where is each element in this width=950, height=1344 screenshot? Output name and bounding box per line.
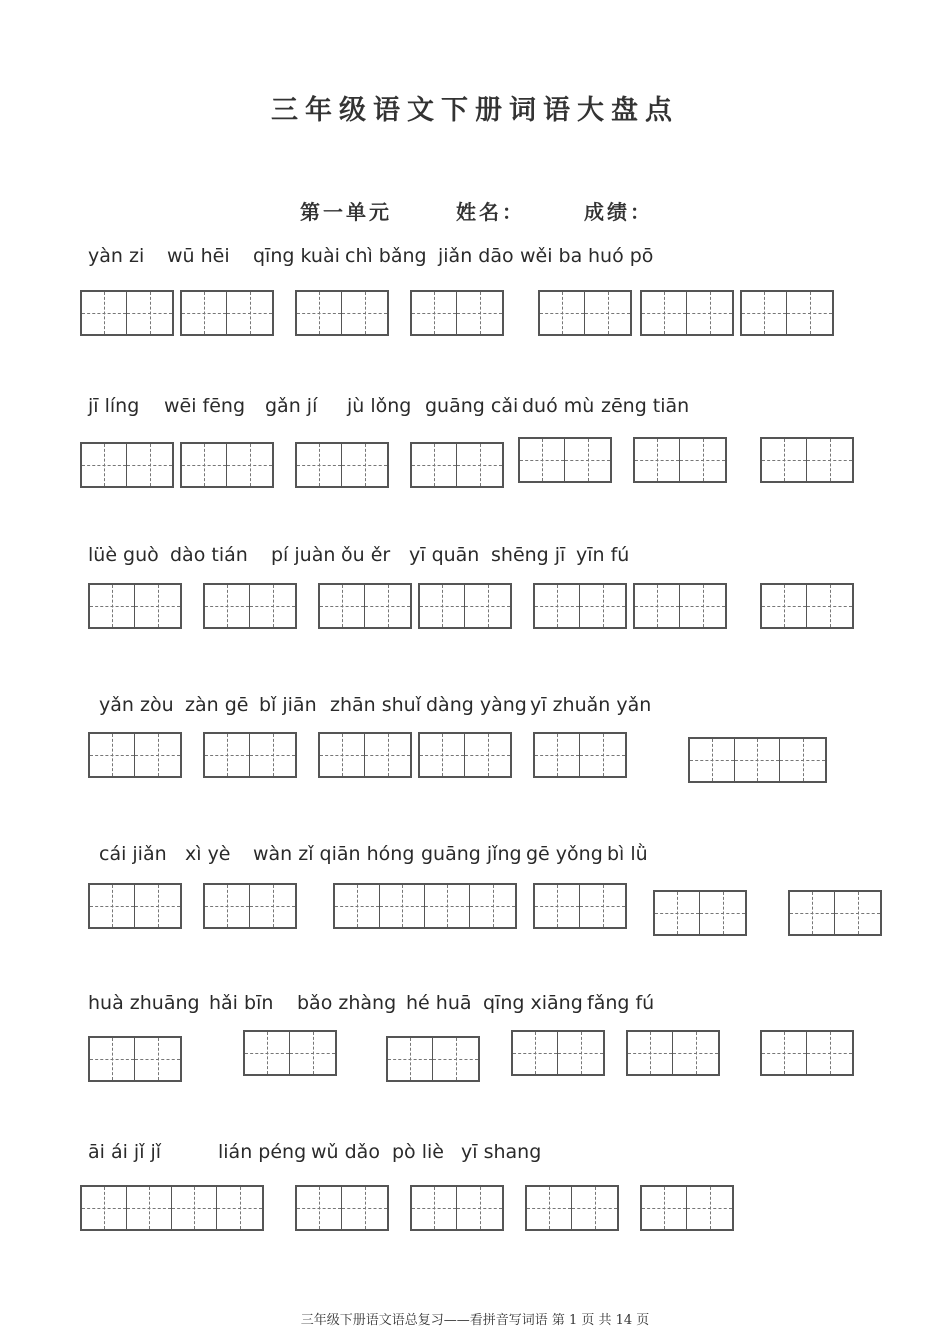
character-cell[interactable]	[335, 885, 380, 927]
pinyin-label: cái jiǎn	[99, 843, 167, 865]
writing-grid[interactable]	[386, 1036, 480, 1082]
score-label: 成绩：	[584, 200, 653, 224]
writing-grid[interactable]	[180, 442, 274, 488]
character-cell[interactable]	[250, 734, 295, 776]
pinyin-label: guāng cǎi	[425, 395, 519, 417]
character-cell[interactable]	[182, 292, 227, 334]
character-cell[interactable]	[642, 292, 687, 334]
pinyin-label: wàn zǐ qiān hóng	[253, 843, 415, 865]
pinyin-label: bì lǜ	[607, 843, 648, 865]
pinyin-label: jiǎn dāo	[438, 245, 514, 267]
character-cell[interactable]	[433, 1038, 478, 1080]
character-cell[interactable]	[835, 892, 880, 934]
character-cell[interactable]	[227, 444, 272, 486]
pinyin-label: dàng yàng	[426, 694, 527, 716]
character-cell[interactable]	[807, 1032, 852, 1074]
character-cell[interactable]	[82, 1187, 127, 1229]
character-cell[interactable]	[342, 1187, 387, 1229]
writing-grid[interactable]	[88, 583, 182, 629]
writing-grid[interactable]	[511, 1030, 605, 1076]
character-cell[interactable]	[807, 585, 852, 627]
character-cell[interactable]	[342, 292, 387, 334]
writing-grid[interactable]	[410, 442, 504, 488]
pinyin-label: duó mù	[522, 395, 595, 417]
character-cell[interactable]	[628, 1032, 673, 1074]
writing-grid[interactable]	[410, 290, 504, 336]
character-cell[interactable]	[90, 1038, 135, 1080]
name-label: 姓名：	[456, 200, 525, 224]
pinyin-label: lián péng	[218, 1141, 307, 1163]
pinyin-label: āi ái jǐ jǐ	[88, 1141, 162, 1163]
character-cell[interactable]	[580, 734, 625, 776]
pinyin-label: zhān shuǐ	[330, 694, 422, 716]
character-cell[interactable]	[527, 1187, 572, 1229]
pinyin-label: lüè guò	[88, 544, 159, 566]
character-cell[interactable]	[297, 292, 342, 334]
writing-grid[interactable]	[80, 442, 174, 488]
character-cell[interactable]	[735, 739, 780, 781]
character-cell[interactable]	[172, 1187, 217, 1229]
pinyin-label: yī shang	[461, 1141, 542, 1163]
writing-grid[interactable]	[80, 290, 174, 336]
character-cell[interactable]	[412, 292, 457, 334]
character-cell[interactable]	[182, 444, 227, 486]
writing-grid[interactable]	[295, 1185, 389, 1231]
page-title: 三年级语文下册词语大盘点	[271, 95, 679, 126]
character-cell[interactable]	[127, 444, 172, 486]
pinyin-label: ǒu ěr	[341, 544, 391, 566]
character-cell[interactable]	[412, 444, 457, 486]
pinyin-label: yǎn zòu	[99, 694, 174, 716]
character-cell[interactable]	[420, 734, 465, 776]
character-cell[interactable]	[680, 439, 725, 481]
pinyin-label: huà zhuāng	[88, 992, 200, 1014]
writing-grid[interactable]	[203, 583, 297, 629]
writing-grid[interactable]	[688, 737, 827, 783]
character-cell[interactable]	[135, 1038, 180, 1080]
character-cell[interactable]	[342, 444, 387, 486]
writing-grid[interactable]	[533, 583, 627, 629]
writing-grid[interactable]	[533, 883, 627, 929]
character-cell[interactable]	[90, 734, 135, 776]
writing-grid[interactable]	[740, 290, 834, 336]
pinyin-label: jù lǒng	[347, 395, 412, 417]
character-cell[interactable]	[82, 292, 127, 334]
character-cell[interactable]	[787, 292, 832, 334]
character-cell[interactable]	[420, 585, 465, 627]
writing-grid[interactable]	[318, 732, 412, 778]
character-cell[interactable]	[690, 739, 735, 781]
character-cell[interactable]	[82, 444, 127, 486]
character-cell[interactable]	[412, 1187, 457, 1229]
writing-grid[interactable]	[88, 732, 182, 778]
character-cell[interactable]	[520, 439, 565, 481]
pinyin-label: dào tián	[170, 544, 248, 566]
writing-grid[interactable]	[295, 290, 389, 336]
character-cell[interactable]	[558, 1032, 603, 1074]
character-cell[interactable]	[580, 585, 625, 627]
writing-grid[interactable]	[88, 883, 182, 929]
writing-grid[interactable]	[640, 290, 734, 336]
pinyin-label: gē yǒng	[526, 843, 603, 865]
page-footer: 三年级下册语文语总复习——看拼音写词语 第 1 页 共 14 页	[300, 1313, 650, 1328]
pinyin-label: qīng xiāng	[483, 992, 583, 1014]
character-cell[interactable]	[205, 734, 250, 776]
writing-grid[interactable]	[640, 1185, 734, 1231]
unit-label: 第一单元	[300, 200, 392, 224]
pinyin-label: huó pō	[588, 245, 654, 267]
character-cell[interactable]	[642, 1187, 687, 1229]
pinyin-label: xì yè	[185, 843, 231, 865]
character-cell[interactable]	[457, 1187, 502, 1229]
character-cell[interactable]	[457, 444, 502, 486]
writing-grid[interactable]	[760, 1030, 854, 1076]
character-cell[interactable]	[535, 734, 580, 776]
pinyin-label: zàn gē	[185, 694, 249, 716]
writing-grid[interactable]	[203, 732, 297, 778]
pinyin-label: yī quān	[409, 544, 480, 566]
pinyin-label: pí juàn	[271, 544, 336, 566]
character-cell[interactable]	[245, 1032, 290, 1074]
character-cell[interactable]	[388, 1038, 433, 1080]
pinyin-label: fǎng fú	[587, 992, 655, 1014]
character-cell[interactable]	[250, 585, 295, 627]
character-cell[interactable]	[127, 1187, 172, 1229]
pinyin-label: wēi fēng	[164, 395, 246, 417]
writing-grid[interactable]	[318, 583, 412, 629]
pinyin-label: pò liè	[392, 1141, 444, 1163]
pinyin-label: qīng kuài	[253, 245, 340, 267]
character-cell[interactable]	[635, 585, 680, 627]
pinyin-label: chì bǎng	[345, 245, 427, 267]
character-cell[interactable]	[580, 885, 625, 927]
character-cell[interactable]	[535, 585, 580, 627]
character-cell[interactable]	[807, 439, 852, 481]
character-cell[interactable]	[655, 892, 700, 934]
pinyin-label: bǐ jiān	[259, 694, 317, 716]
pinyin-label: zēng tiān	[601, 395, 690, 417]
writing-grid[interactable]	[760, 437, 854, 483]
character-cell[interactable]	[365, 734, 410, 776]
character-cell[interactable]	[320, 585, 365, 627]
character-cell[interactable]	[135, 585, 180, 627]
character-cell[interactable]	[572, 1187, 617, 1229]
writing-grid[interactable]	[333, 883, 517, 929]
character-cell[interactable]	[380, 885, 425, 927]
writing-grid[interactable]	[788, 890, 882, 936]
character-cell[interactable]	[565, 439, 610, 481]
character-cell[interactable]	[790, 892, 835, 934]
character-cell[interactable]	[673, 1032, 718, 1074]
writing-grid[interactable]	[633, 437, 727, 483]
character-cell[interactable]	[680, 585, 725, 627]
character-cell[interactable]	[205, 585, 250, 627]
character-cell[interactable]	[320, 734, 365, 776]
pinyin-label: shēng jī	[491, 544, 566, 566]
character-cell[interactable]	[127, 292, 172, 334]
character-cell[interactable]	[635, 439, 680, 481]
pinyin-label: yī zhuǎn yǎn	[530, 694, 652, 716]
character-cell[interactable]	[535, 885, 580, 927]
character-cell[interactable]	[465, 734, 510, 776]
character-cell[interactable]	[762, 439, 807, 481]
character-cell[interactable]	[762, 585, 807, 627]
character-cell[interactable]	[762, 1032, 807, 1074]
character-cell[interactable]	[540, 292, 585, 334]
character-cell[interactable]	[585, 292, 630, 334]
writing-grid[interactable]	[538, 290, 632, 336]
pinyin-label: wǔ dǎo	[311, 1141, 380, 1163]
writing-grid[interactable]	[626, 1030, 720, 1076]
character-cell[interactable]	[513, 1032, 558, 1074]
character-cell[interactable]	[297, 444, 342, 486]
character-cell[interactable]	[742, 292, 787, 334]
writing-grid[interactable]	[525, 1185, 619, 1231]
character-cell[interactable]	[425, 885, 470, 927]
character-cell[interactable]	[365, 585, 410, 627]
writing-grid[interactable]	[88, 1036, 182, 1082]
writing-grid[interactable]	[418, 732, 512, 778]
writing-grid[interactable]	[410, 1185, 504, 1231]
character-cell[interactable]	[297, 1187, 342, 1229]
pinyin-label: hé huā	[406, 992, 472, 1014]
writing-grid[interactable]	[633, 583, 727, 629]
character-cell[interactable]	[465, 585, 510, 627]
pinyin-label: bǎo zhàng	[297, 992, 397, 1014]
character-cell[interactable]	[250, 885, 295, 927]
character-cell[interactable]	[687, 292, 732, 334]
pinyin-label: hǎi bīn	[209, 992, 274, 1014]
writing-grid[interactable]	[533, 732, 627, 778]
writing-grid[interactable]	[418, 583, 512, 629]
pinyin-label: gǎn jí	[265, 395, 318, 417]
character-cell[interactable]	[687, 1187, 732, 1229]
character-cell[interactable]	[290, 1032, 335, 1074]
writing-grid[interactable]	[653, 890, 747, 936]
pinyin-label: yīn fú	[576, 544, 630, 566]
character-cell[interactable]	[135, 734, 180, 776]
character-cell[interactable]	[227, 292, 272, 334]
writing-grid[interactable]	[203, 883, 297, 929]
character-cell[interactable]	[457, 292, 502, 334]
character-cell[interactable]	[217, 1187, 262, 1229]
pinyin-label: guāng jǐng	[421, 843, 522, 865]
pinyin-label: wū hēi	[167, 245, 230, 267]
character-cell[interactable]	[205, 885, 250, 927]
character-cell[interactable]	[90, 885, 135, 927]
pinyin-label: yàn zi	[88, 245, 145, 267]
character-cell[interactable]	[700, 892, 745, 934]
writing-grid[interactable]	[518, 437, 612, 483]
writing-grid[interactable]	[295, 442, 389, 488]
character-cell[interactable]	[470, 885, 515, 927]
writing-grid[interactable]	[760, 583, 854, 629]
character-cell[interactable]	[135, 885, 180, 927]
writing-grid[interactable]	[80, 1185, 264, 1231]
writing-grid[interactable]	[243, 1030, 337, 1076]
pinyin-label: wěi ba	[520, 245, 583, 267]
character-cell[interactable]	[780, 739, 825, 781]
pinyin-label: jī líng	[88, 395, 140, 417]
character-cell[interactable]	[90, 585, 135, 627]
writing-grid[interactable]	[180, 290, 274, 336]
